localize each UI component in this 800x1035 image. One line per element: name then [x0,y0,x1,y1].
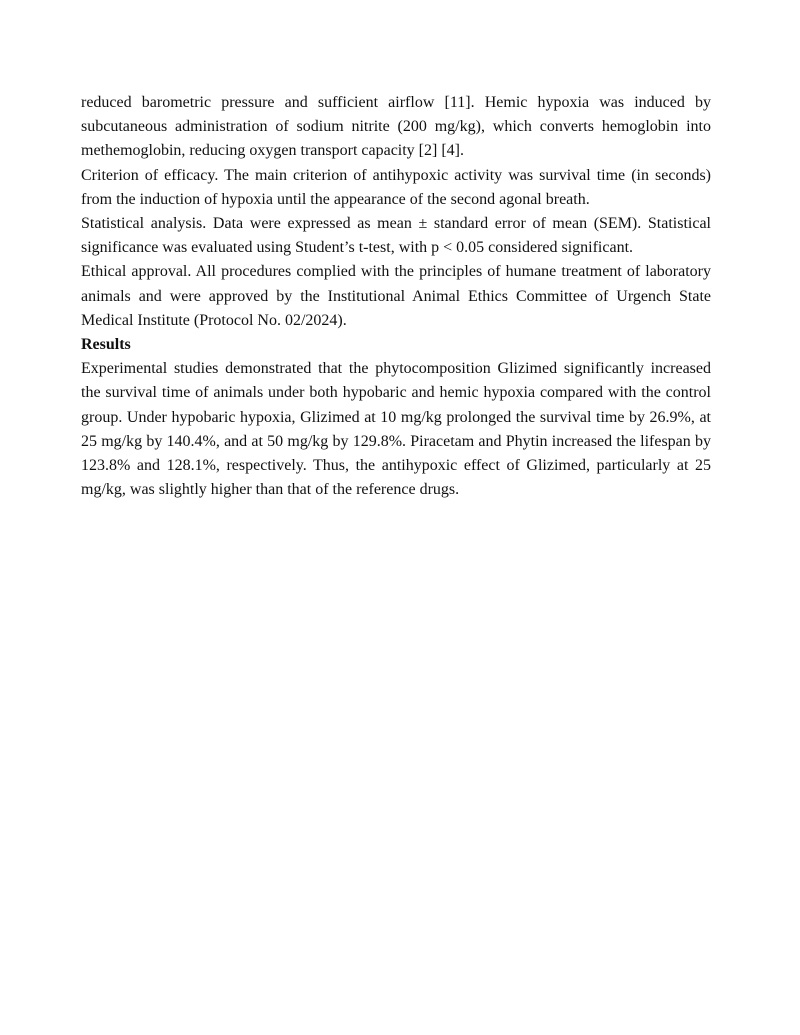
ethics-paragraph: Ethical approval. All procedures complied with the principles of humane treatment of laboratory animals and were approved by the Institutional Animal Ethics Committee of Urgench State Medical Institute (Protocol No. 02/2024). [81,263,711,329]
hypoxia-models-paragraph: reduced barometric pressure and sufficient airflow [11]. Hemic hypoxia was induced by subcutaneous administration of sodium nitrite (200 mg/kg), which converts hemoglobin into methemoglobin, reducing oxygen transport capacity [2] [4]. [81,94,711,160]
results-heading: Results [81,336,131,354]
results-paragraph: Experimental studies demonstrated that the phytocomposition Glizimed significantly increased the survival time of animals under both hypobaric and hemic hypoxia compared with the control group. Under hypobaric hypoxia, Glizimed at 10 mg/kg prolonged the survival time by 26.9%, at 25 mg/kg by 140.4%, and at 50 mg/kg by 129.8%. Piracetam and Phytin increased the lifespan by 123.8% and 128.1%, respectively. Thus, the antihypoxic effect of Glizimed, particularly at 25 mg/kg, was slightly higher than that of the reference drugs. [81,360,711,499]
statistics-paragraph: Statistical analysis. Data were expressed as mean ± standard error of mean (SEM). Statistical significance was evaluated using Student’s t-test, with p < 0.05 considered significant. [81,215,711,257]
criterion-paragraph: Criterion of efficacy. The main criterion of antihypoxic activity was survival time (in seconds) from the induction of hypoxia until the appearance of the second agonal breath. [81,166,711,208]
document-page [81,91,711,502]
